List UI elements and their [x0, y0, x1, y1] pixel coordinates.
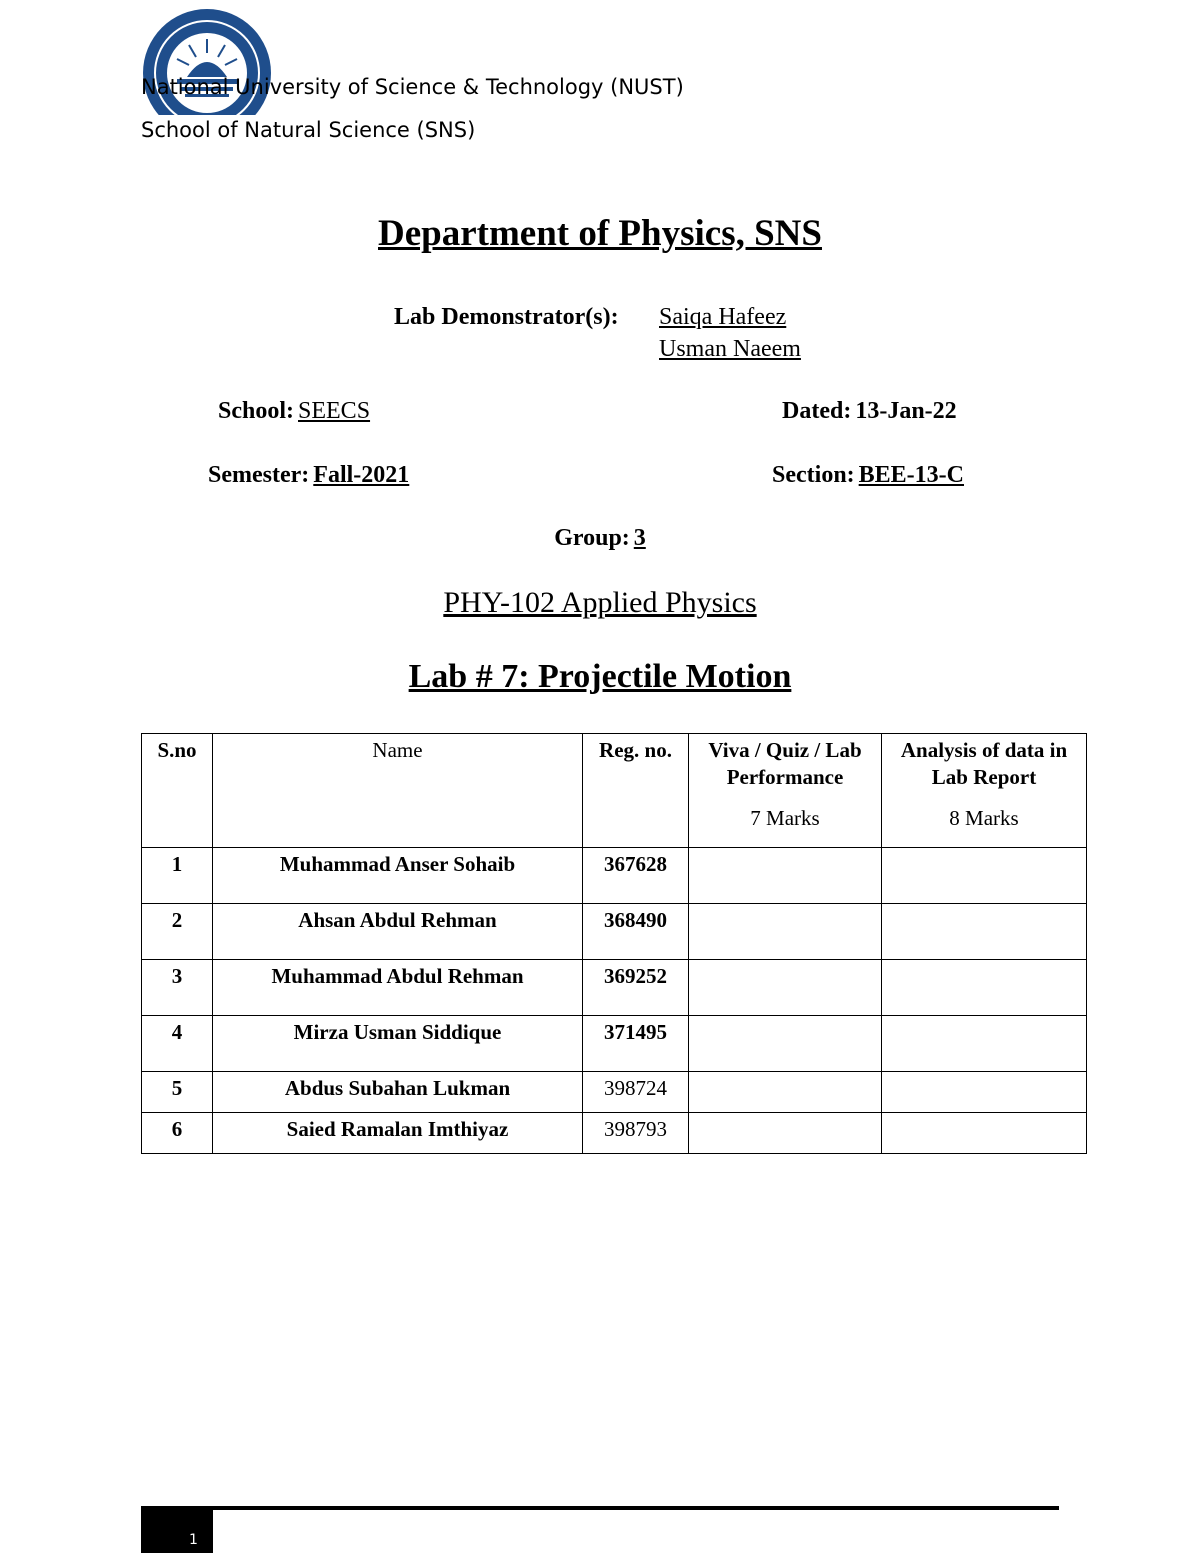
- cell-name: Abdus Subahan Lukman: [213, 1072, 583, 1113]
- school-label: School:: [218, 398, 295, 424]
- section-label: Section:: [772, 462, 855, 488]
- table-row: [142, 960, 1087, 1016]
- cell-reg: 368490: [583, 904, 689, 960]
- header-viva-marks: 7 Marks: [750, 806, 820, 830]
- cell-viva: [689, 1016, 882, 1072]
- page-number-box: [141, 1510, 213, 1553]
- group-value: 3: [633, 525, 646, 551]
- cell-name: Mirza Usman Siddique: [213, 1016, 583, 1072]
- semester-value: Fall-2021: [313, 462, 410, 488]
- header-name: Name: [213, 734, 583, 848]
- header-analysis-label: Analysis of data in Lab Report: [900, 738, 1068, 789]
- department-title: Department of Physics, SNS: [378, 213, 822, 254]
- section-field: [772, 462, 964, 489]
- cell-reg: 398724: [583, 1072, 689, 1113]
- cell-viva: [689, 904, 882, 960]
- cell-sno: 2: [142, 904, 213, 960]
- course-title: PHY-102 Applied Physics: [443, 586, 757, 619]
- cell-viva: [689, 1113, 882, 1154]
- marks-table: [141, 733, 1087, 1154]
- school-field: [218, 398, 370, 425]
- lab-title: Lab # 7: Projectile Motion: [408, 658, 792, 695]
- cell-analysis: [882, 960, 1087, 1016]
- table-row: [142, 1113, 1087, 1154]
- cell-name: Muhammad Abdul Rehman: [213, 960, 583, 1016]
- cell-analysis: [882, 1072, 1087, 1113]
- cell-analysis: [882, 1113, 1087, 1154]
- cell-sno: 5: [142, 1072, 213, 1113]
- header-viva-label: Viva / Quiz / Lab Performance: [708, 738, 862, 789]
- cell-analysis: [882, 904, 1087, 960]
- cell-name: Saied Ramalan Imthiyaz: [213, 1113, 583, 1154]
- cell-reg: 369252: [583, 960, 689, 1016]
- page-number: 1: [189, 1532, 198, 1548]
- cell-analysis: [882, 1016, 1087, 1072]
- header-analysis: [882, 734, 1087, 848]
- cell-name: Muhammad Anser Sohaib: [213, 848, 583, 904]
- demonstrator-name-2: Usman Naeem: [659, 336, 801, 362]
- header-reg: Reg. no.: [583, 734, 689, 848]
- cell-reg: 367628: [583, 848, 689, 904]
- footer-rule: [141, 1506, 1059, 1510]
- semester-label: Semester:: [208, 462, 310, 488]
- cell-analysis: [882, 848, 1087, 904]
- section-value: BEE-13-C: [858, 462, 964, 488]
- demonstrator-label: Lab Demonstrator(s):: [394, 304, 619, 330]
- header-viva: [689, 734, 882, 848]
- university-name: National University of Science & Technology (NUST): [141, 75, 684, 99]
- cell-viva: [689, 848, 882, 904]
- cell-reg: 371495: [583, 1016, 689, 1072]
- semester-field: [208, 462, 409, 489]
- header-sno: S.no: [142, 734, 213, 848]
- cell-sno: 1: [142, 848, 213, 904]
- dated-label: Dated:: [782, 398, 852, 424]
- table-header-row: [142, 734, 1087, 848]
- table-row: [142, 848, 1087, 904]
- group-label: Group:: [554, 525, 630, 551]
- cell-sno: 6: [142, 1113, 213, 1154]
- school-value: SEECS: [298, 398, 371, 424]
- cell-viva: [689, 960, 882, 1016]
- cell-name: Ahsan Abdul Rehman: [213, 904, 583, 960]
- group-field: [0, 525, 1200, 552]
- school-name: School of Natural Science (SNS): [141, 118, 476, 142]
- cell-sno: 3: [142, 960, 213, 1016]
- cell-viva: [689, 1072, 882, 1113]
- cell-reg: 398793: [583, 1113, 689, 1154]
- table-row: [142, 1072, 1087, 1113]
- cell-sno: 4: [142, 1016, 213, 1072]
- table-row: [142, 1016, 1087, 1072]
- demonstrator-name-1: Saiqa Hafeez: [659, 304, 787, 330]
- dated-field: [782, 398, 957, 425]
- dated-value: 13-Jan-22: [855, 398, 957, 424]
- table-row: [142, 904, 1087, 960]
- header-analysis-marks: 8 Marks: [949, 806, 1019, 830]
